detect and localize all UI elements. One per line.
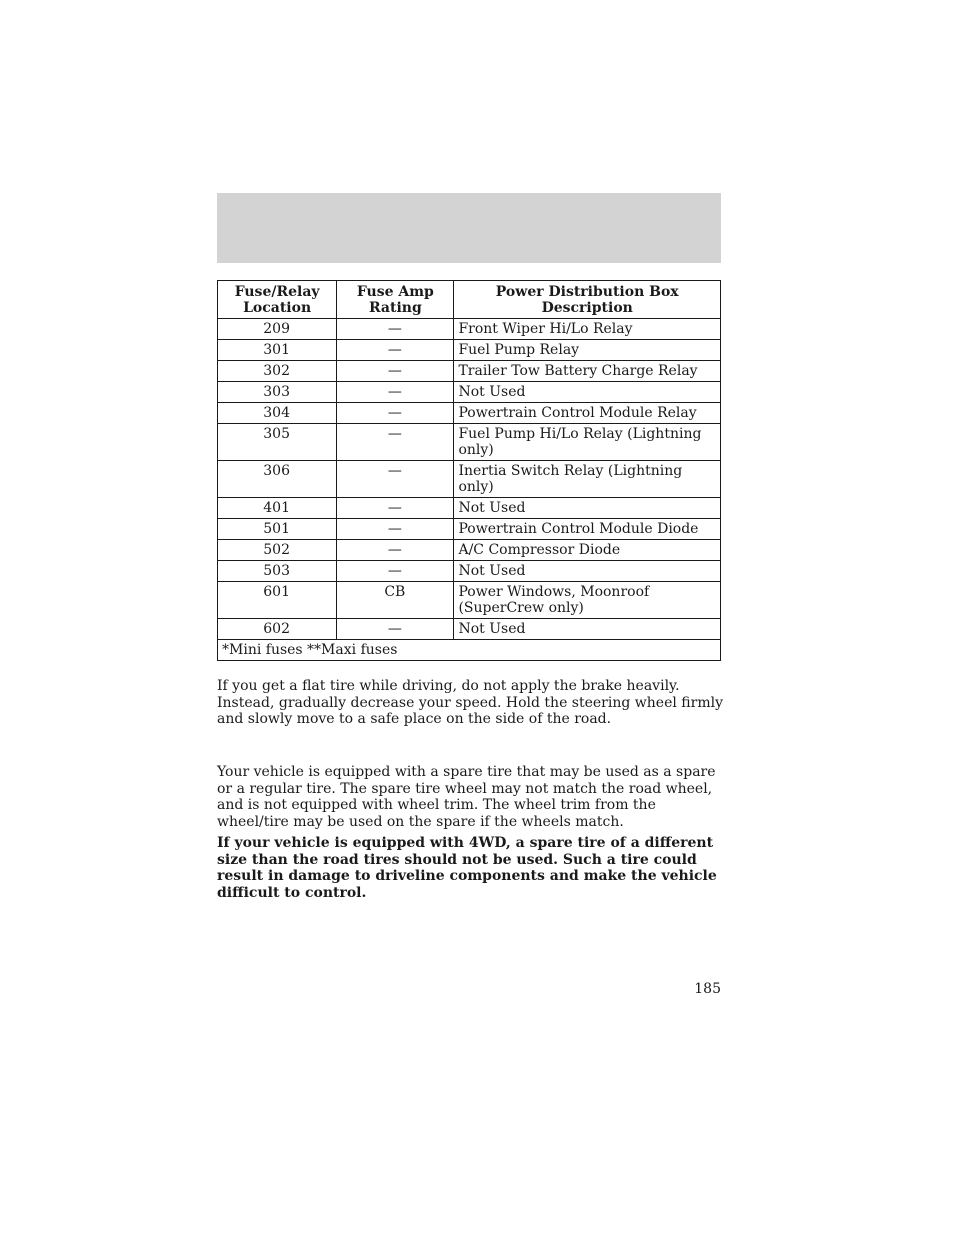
cell-location: 209 [218, 319, 337, 340]
cell-description: Not Used [454, 619, 721, 640]
cell-description: Front Wiper Hi/Lo Relay [454, 319, 721, 340]
table-row [218, 498, 721, 519]
table-row [218, 403, 721, 424]
cell-amp-rating: — [337, 340, 454, 361]
page-number: 185 [694, 981, 721, 997]
cell-amp-rating: — [337, 498, 454, 519]
table-row [218, 582, 721, 619]
table-row [218, 619, 721, 640]
cell-location: 303 [218, 382, 337, 403]
header-amp-rating: Fuse Amp Rating [337, 281, 454, 319]
cell-description: Fuel Pump Relay [454, 340, 721, 361]
cell-description: Power Windows, Moonroof (SuperCrew only) [454, 582, 721, 619]
cell-amp-rating: — [337, 382, 454, 403]
table-header-row [218, 281, 721, 319]
cell-description: Not Used [454, 382, 721, 403]
cell-description: Trailer Tow Battery Charge Relay [454, 361, 721, 382]
header-description: Power Distribution Box Description [454, 281, 721, 319]
table-row [218, 382, 721, 403]
cell-location: 302 [218, 361, 337, 382]
cell-amp-rating: — [337, 619, 454, 640]
cell-amp-rating: — [337, 361, 454, 382]
cell-location: 602 [218, 619, 337, 640]
cell-amp-rating: — [337, 461, 454, 498]
cell-description: A/C Compressor Diode [454, 540, 721, 561]
cell-location: 401 [218, 498, 337, 519]
cell-location: 306 [218, 461, 337, 498]
table-row [218, 319, 721, 340]
table-row [218, 461, 721, 498]
table-row [218, 340, 721, 361]
cell-description: Powertrain Control Module Relay [454, 403, 721, 424]
cell-amp-rating: — [337, 561, 454, 582]
cell-amp-rating: — [337, 403, 454, 424]
section-header-band [217, 193, 721, 263]
cell-location: 501 [218, 519, 337, 540]
cell-location: 304 [218, 403, 337, 424]
cell-location: 601 [218, 582, 337, 619]
table-footnote: *Mini fuses **Maxi fuses [218, 640, 721, 661]
cell-location: 305 [218, 424, 337, 461]
cell-amp-rating: — [337, 319, 454, 340]
table-row [218, 424, 721, 461]
cell-description: Powertrain Control Module Diode [454, 519, 721, 540]
cell-location: 502 [218, 540, 337, 561]
header-location: Fuse/Relay Location [218, 281, 337, 319]
cell-amp-rating: — [337, 540, 454, 561]
table-footnote-row [218, 640, 721, 661]
warning-paragraph: If your vehicle is equipped with 4WD, a spare tire of a different size than the road tires should not be used. Such a tire could result in damage to driveline components and make the vehicle difficult to control. [217, 835, 717, 901]
table-row [218, 561, 721, 582]
cell-description: Inertia Switch Relay (Lightning only) [454, 461, 721, 498]
spare-tire-paragraph: Your vehicle is equipped with a spare tire that may be used as a spare or a regular tire. The spare tire wheel may not match the road wheel, and is not equipped with wheel trim. The wheel trim from the wheel/tire may be used on the spare if the wheels match. [217, 764, 716, 830]
table-row [218, 361, 721, 382]
cell-location: 503 [218, 561, 337, 582]
cell-amp-rating: CB [337, 582, 454, 619]
fuse-table [217, 280, 721, 661]
cell-amp-rating: — [337, 519, 454, 540]
cell-amp-rating: — [337, 424, 454, 461]
cell-description: Fuel Pump Hi/Lo Relay (Lightning only) [454, 424, 721, 461]
cell-description: Not Used [454, 498, 721, 519]
cell-description: Not Used [454, 561, 721, 582]
cell-location: 301 [218, 340, 337, 361]
table-row [218, 540, 721, 561]
table-row [218, 519, 721, 540]
flat-tire-paragraph: If you get a flat tire while driving, do not apply the brake heavily. Instead, gradually decrease your speed. Hold the steering wheel firmly and slowly move to a safe place on the side of the road. [217, 678, 723, 727]
